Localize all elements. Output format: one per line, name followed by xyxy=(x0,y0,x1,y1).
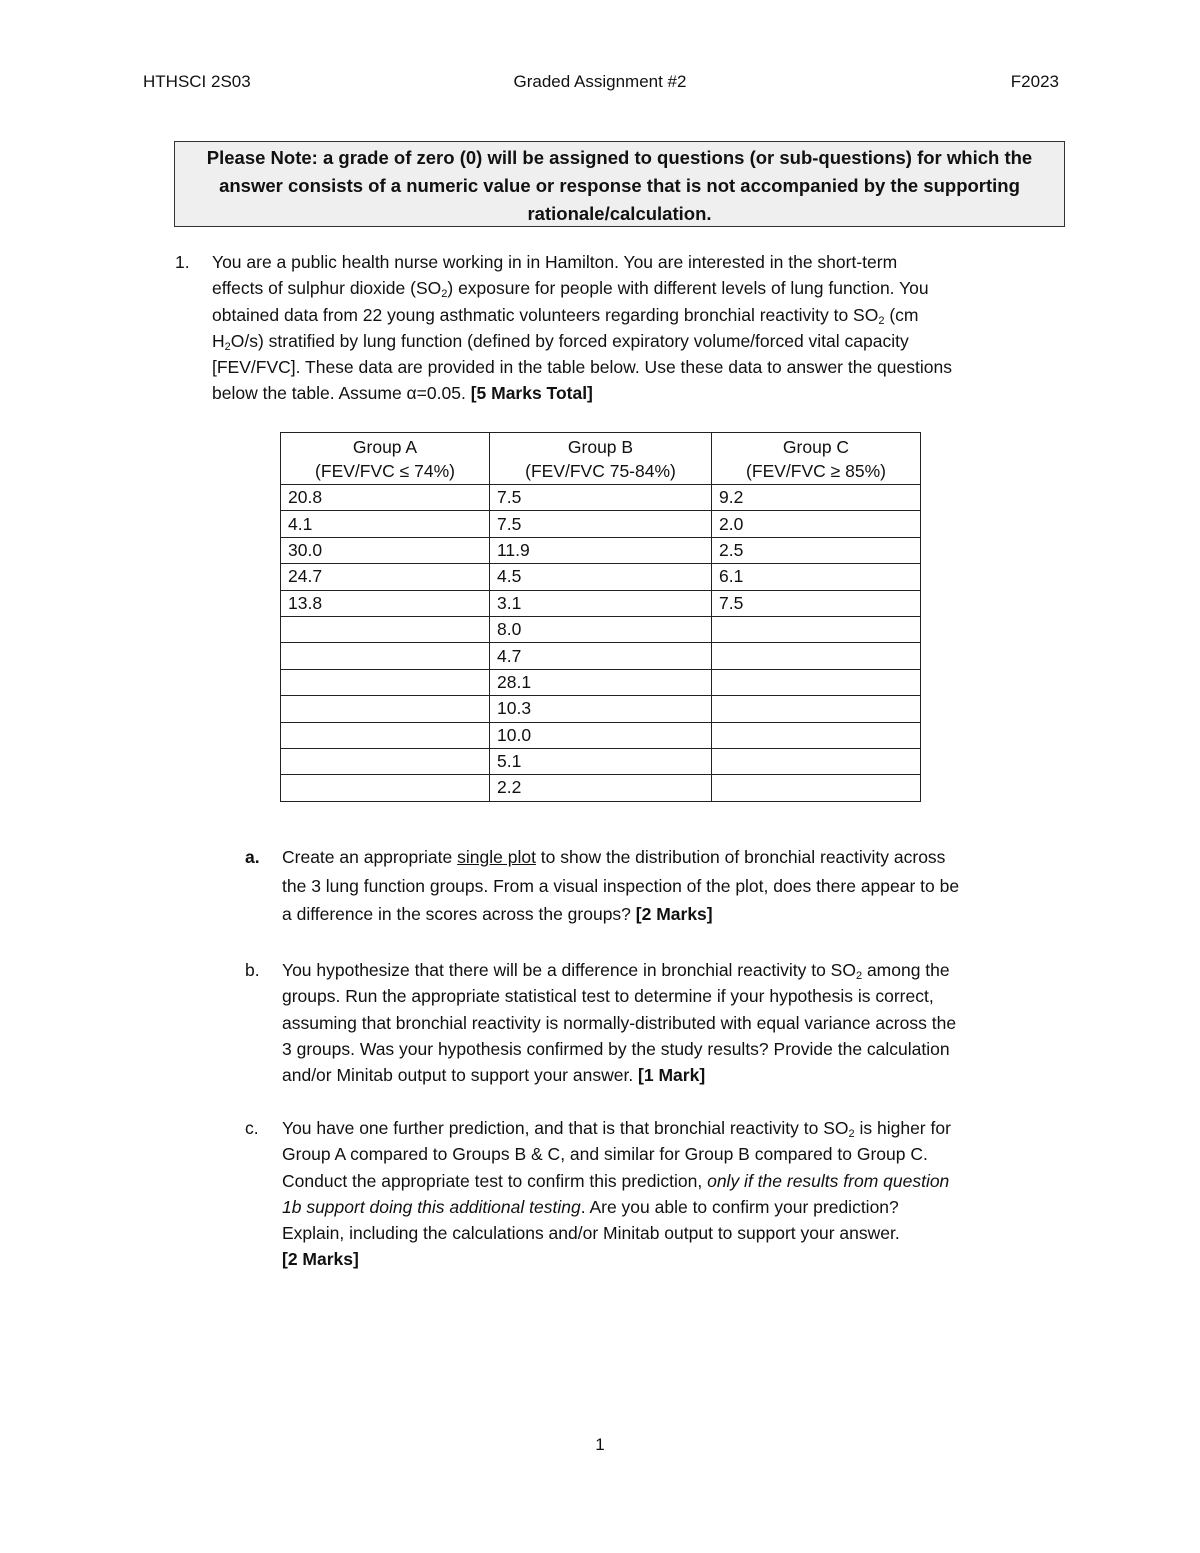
table-cell xyxy=(712,616,921,642)
table-cell xyxy=(712,643,921,669)
q1c-line-3: Conduct the appropriate test to confirm this prediction, only if the results from question xyxy=(282,1170,950,1191)
table-cell: 10.3 xyxy=(490,696,712,722)
table-cell xyxy=(281,748,490,774)
table-row xyxy=(281,485,921,511)
q1-line-4: $H_2O/s$) stratified by lung function (defined by forced expiratory volume/forced vital capacity xyxy=(212,330,909,353)
q1-line-6: below the table. Assume α=0.05. [5 Marks Total] xyxy=(212,383,593,404)
table-cell: 3.1 xyxy=(490,590,712,616)
grading-notice-box xyxy=(174,141,1065,227)
notice-line-1: Please Note: a grade of zero (0) will be assigned to questions (or sub-questions) for which the xyxy=(206,147,1033,168)
header-title: Graded Assignment #2 xyxy=(513,72,687,91)
q1c-line-2: Group A compared to Groups B & C, and similar for Group B compared to Group C. xyxy=(282,1144,928,1165)
table-cell xyxy=(281,722,490,748)
table-cell xyxy=(712,669,921,695)
table-row xyxy=(281,748,921,774)
table-cell: 7.5 xyxy=(490,485,712,511)
question-1-number: 1. xyxy=(175,252,190,272)
table-cell xyxy=(281,643,490,669)
table-row xyxy=(281,564,921,590)
question-1b xyxy=(245,957,1065,1088)
table-cell: 11.9 xyxy=(490,537,712,563)
table-cell: 13.8 xyxy=(281,590,490,616)
table-cell xyxy=(712,722,921,748)
table-cell: 20.8 xyxy=(281,485,490,511)
table-row xyxy=(281,537,921,563)
table-cell: 4.7 xyxy=(490,643,712,669)
page-number: 1 xyxy=(595,1435,605,1454)
table-cell xyxy=(281,616,490,642)
table-header-row xyxy=(281,433,921,485)
notice-line-3: rationale/calculation. xyxy=(527,203,712,224)
q1-line-5: [FEV/FVC]. These data are provided in the table below. Use these data to answer the questions xyxy=(212,357,952,378)
table-cell xyxy=(281,696,490,722)
table-cell: 7.5 xyxy=(712,590,921,616)
table-row xyxy=(281,590,921,616)
q1b-line-4: 3 groups. Was your hypothesis confirmed by the study results? Provide the calculation xyxy=(282,1038,950,1059)
table-row xyxy=(281,696,921,722)
bronchial-reactivity-table xyxy=(280,432,921,802)
table-cell xyxy=(712,748,921,774)
q1b-line-2: groups. Run the appropriate statistical test to determine if your hypothesis is correct, xyxy=(282,986,934,1007)
question-1-text xyxy=(212,249,1055,407)
q1-line-3: obtained data from 22 young asthmatic volunteers regarding bronchial reactivity to $SO_2$ (cm xyxy=(212,304,919,327)
table-row xyxy=(281,643,921,669)
table-cell: 2.5 xyxy=(712,537,921,563)
header-group-b: Group B (FEV/FVC 75-84%) xyxy=(490,433,712,485)
question-1c xyxy=(245,1115,1065,1273)
q1a-line-2: the 3 lung function groups. From a visual inspection of the plot, does there appear to be xyxy=(282,875,960,896)
table-cell xyxy=(712,775,921,801)
table-row xyxy=(281,669,921,695)
q1c-line-6: [2 Marks] xyxy=(282,1249,359,1270)
q1a-line-3: a difference in the scores across the groups? [2 Marks] xyxy=(282,904,713,924)
header-group-a: Group A (FEV/FVC ≤ 74%) xyxy=(281,433,490,485)
table-row xyxy=(281,511,921,537)
header-course-code: HTHSCI 2S03 xyxy=(143,72,251,91)
q1-total-marks: [5 Marks Total] xyxy=(470,383,593,404)
table-cell: 4.1 xyxy=(281,511,490,537)
table-cell: 8.0 xyxy=(490,616,712,642)
table-cell: 9.2 xyxy=(712,485,921,511)
table-cell xyxy=(281,669,490,695)
header-group-c: Group C (FEV/FVC ≥ 85%) xyxy=(712,433,921,485)
table-row xyxy=(281,722,921,748)
question-1a xyxy=(245,843,1065,929)
q1-line-1: You are a public health nurse working in in Hamilton. You are interested in the short-term xyxy=(212,252,898,272)
q1c-line-4: 1b support doing this additional testing. Are you able to confirm your prediction? xyxy=(282,1196,899,1217)
table-body xyxy=(281,485,921,802)
table-cell: 4.5 xyxy=(490,564,712,590)
q1b-label: b. xyxy=(245,960,260,980)
table-cell: 7.5 xyxy=(490,511,712,537)
table-cell: 2.0 xyxy=(712,511,921,537)
q1c-line-1: You have one further prediction, and that is that bronchial reactivity to $SO_2$ is higher for xyxy=(282,1118,951,1140)
question-1 xyxy=(175,249,1055,407)
table-cell: 30.0 xyxy=(281,537,490,563)
q1b-line-1: You hypothesize that there will be a difference in bronchial reactivity to $SO_2$ among the xyxy=(282,960,950,982)
q1a-label: a. xyxy=(245,847,260,867)
table-cell: 10.0 xyxy=(490,722,712,748)
q1c-line-5: Explain, including the calculations and/or Minitab output to support your answer. xyxy=(282,1223,900,1244)
q1b-line-3: assuming that bronchial reactivity is normally-distributed with equal variance across the xyxy=(282,1012,957,1033)
table-cell: 5.1 xyxy=(490,748,712,774)
q1-line-2: effects of sulphur dioxide $(SO_2)$ exposure for people with different levels of lung function. You xyxy=(212,278,929,301)
table-cell: 6.1 xyxy=(712,564,921,590)
q1c-label: c. xyxy=(245,1118,259,1138)
header-term: F2023 xyxy=(1010,72,1059,91)
table-cell xyxy=(281,775,490,801)
q1a-line-1: Create an appropriate single plot to show the distribution of bronchial reactivity across xyxy=(282,847,946,867)
table-row xyxy=(281,775,921,801)
table-cell: 24.7 xyxy=(281,564,490,590)
table-cell: 2.2 xyxy=(490,775,712,801)
table-cell xyxy=(712,696,921,722)
notice-line-2: answer consists of a numeric value or response that is not accompanied by the supporting xyxy=(219,175,1020,196)
table-cell: 28.1 xyxy=(490,669,712,695)
q1b-line-5: and/or Minitab output to support your answer. [1 Mark] xyxy=(282,1065,706,1086)
table-row xyxy=(281,616,921,642)
